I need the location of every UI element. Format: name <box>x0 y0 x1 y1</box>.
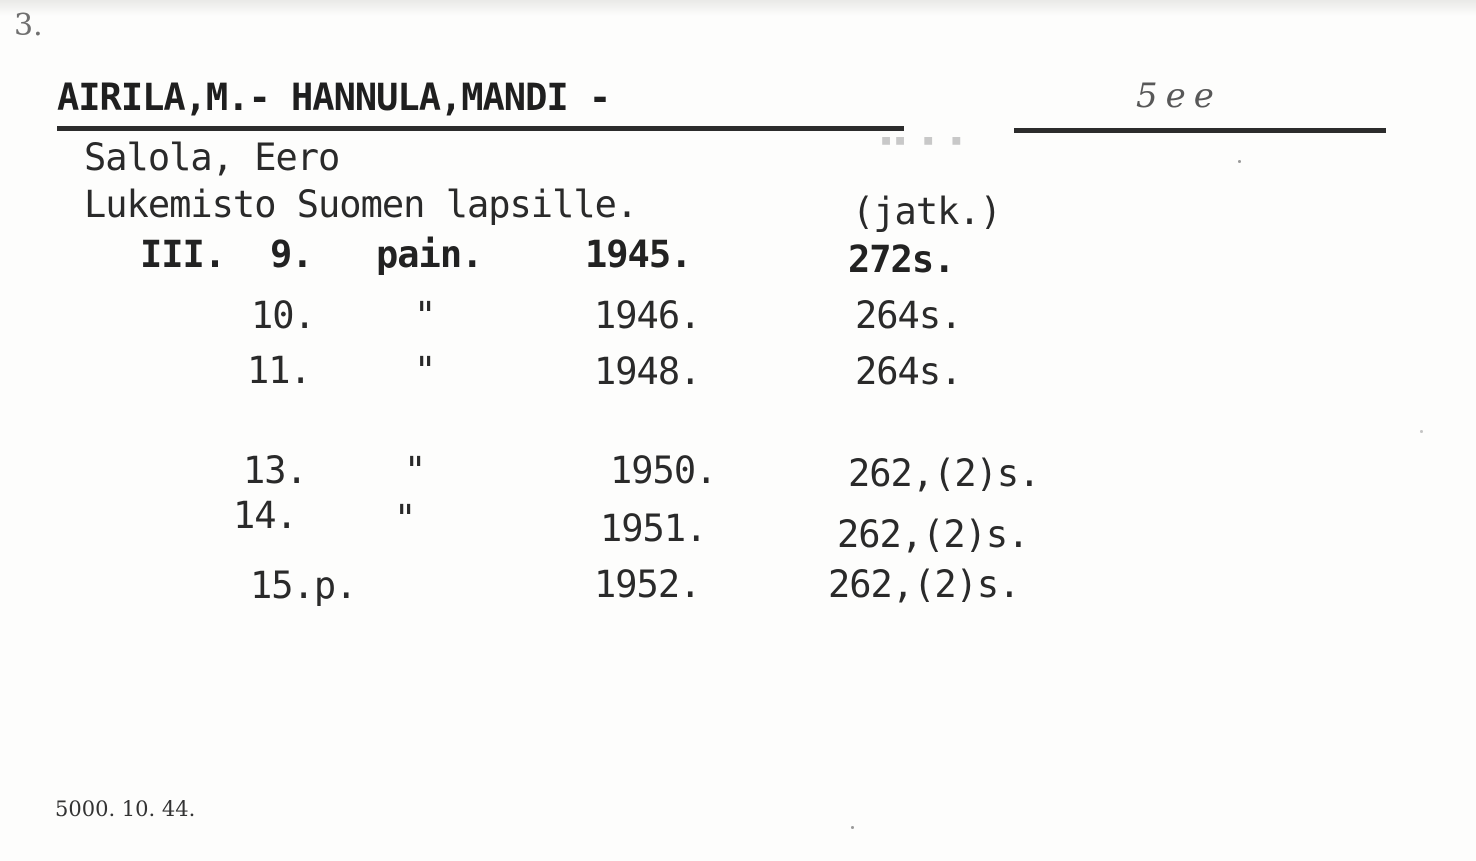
edition-number: 14. <box>233 494 297 537</box>
edition-number: 9. <box>270 233 313 276</box>
edition-year: 1950. <box>610 449 717 492</box>
edition-pages: 262,(2)s. <box>837 513 1029 556</box>
edition-year: 1948. <box>594 350 701 393</box>
heading-authors: AIRILA,M.- HANNULA,MANDI - <box>57 76 611 119</box>
dust-speck <box>1420 430 1423 433</box>
edition-number: 11. <box>247 349 311 392</box>
edition-ditto: pain. <box>376 233 483 276</box>
dust-speck <box>851 826 854 829</box>
edition-pages: 262,(2)s. <box>828 563 1020 606</box>
edition-ditto: " <box>404 449 426 492</box>
edition-pages: 264s. <box>855 294 962 337</box>
edition-pages: 262,(2)s. <box>848 452 1040 495</box>
edition-number: 10. <box>251 294 315 337</box>
faint-stamp-mark: ▪▪ ▪ ▪ <box>880 127 965 151</box>
edition-year: 1945. <box>585 233 692 276</box>
edition-ditto: " <box>414 349 436 392</box>
edition-pages: 272s. <box>848 238 955 281</box>
shelf-mark: 5ee <box>1136 76 1222 116</box>
author-name: Salola, Eero <box>84 136 340 179</box>
card-number: 3. <box>14 8 43 43</box>
edition-ditto: " <box>394 497 416 540</box>
dust-speck <box>1238 160 1241 163</box>
edition-number: 15.p. <box>250 564 357 607</box>
edition-volume: III. <box>140 233 226 276</box>
book-title: Lukemisto Suomen lapsille. <box>84 183 638 226</box>
print-code: 5000. 10. 44. <box>55 797 196 821</box>
edition-ditto: " <box>414 294 436 337</box>
edition-pages: 264s. <box>855 350 962 393</box>
continued-note: (jatk.) <box>852 190 1001 233</box>
edition-number: 13. <box>243 449 307 492</box>
edition-year: 1951. <box>600 507 707 550</box>
edition-year: 1952. <box>594 563 701 606</box>
edition-year: 1946. <box>594 294 701 337</box>
